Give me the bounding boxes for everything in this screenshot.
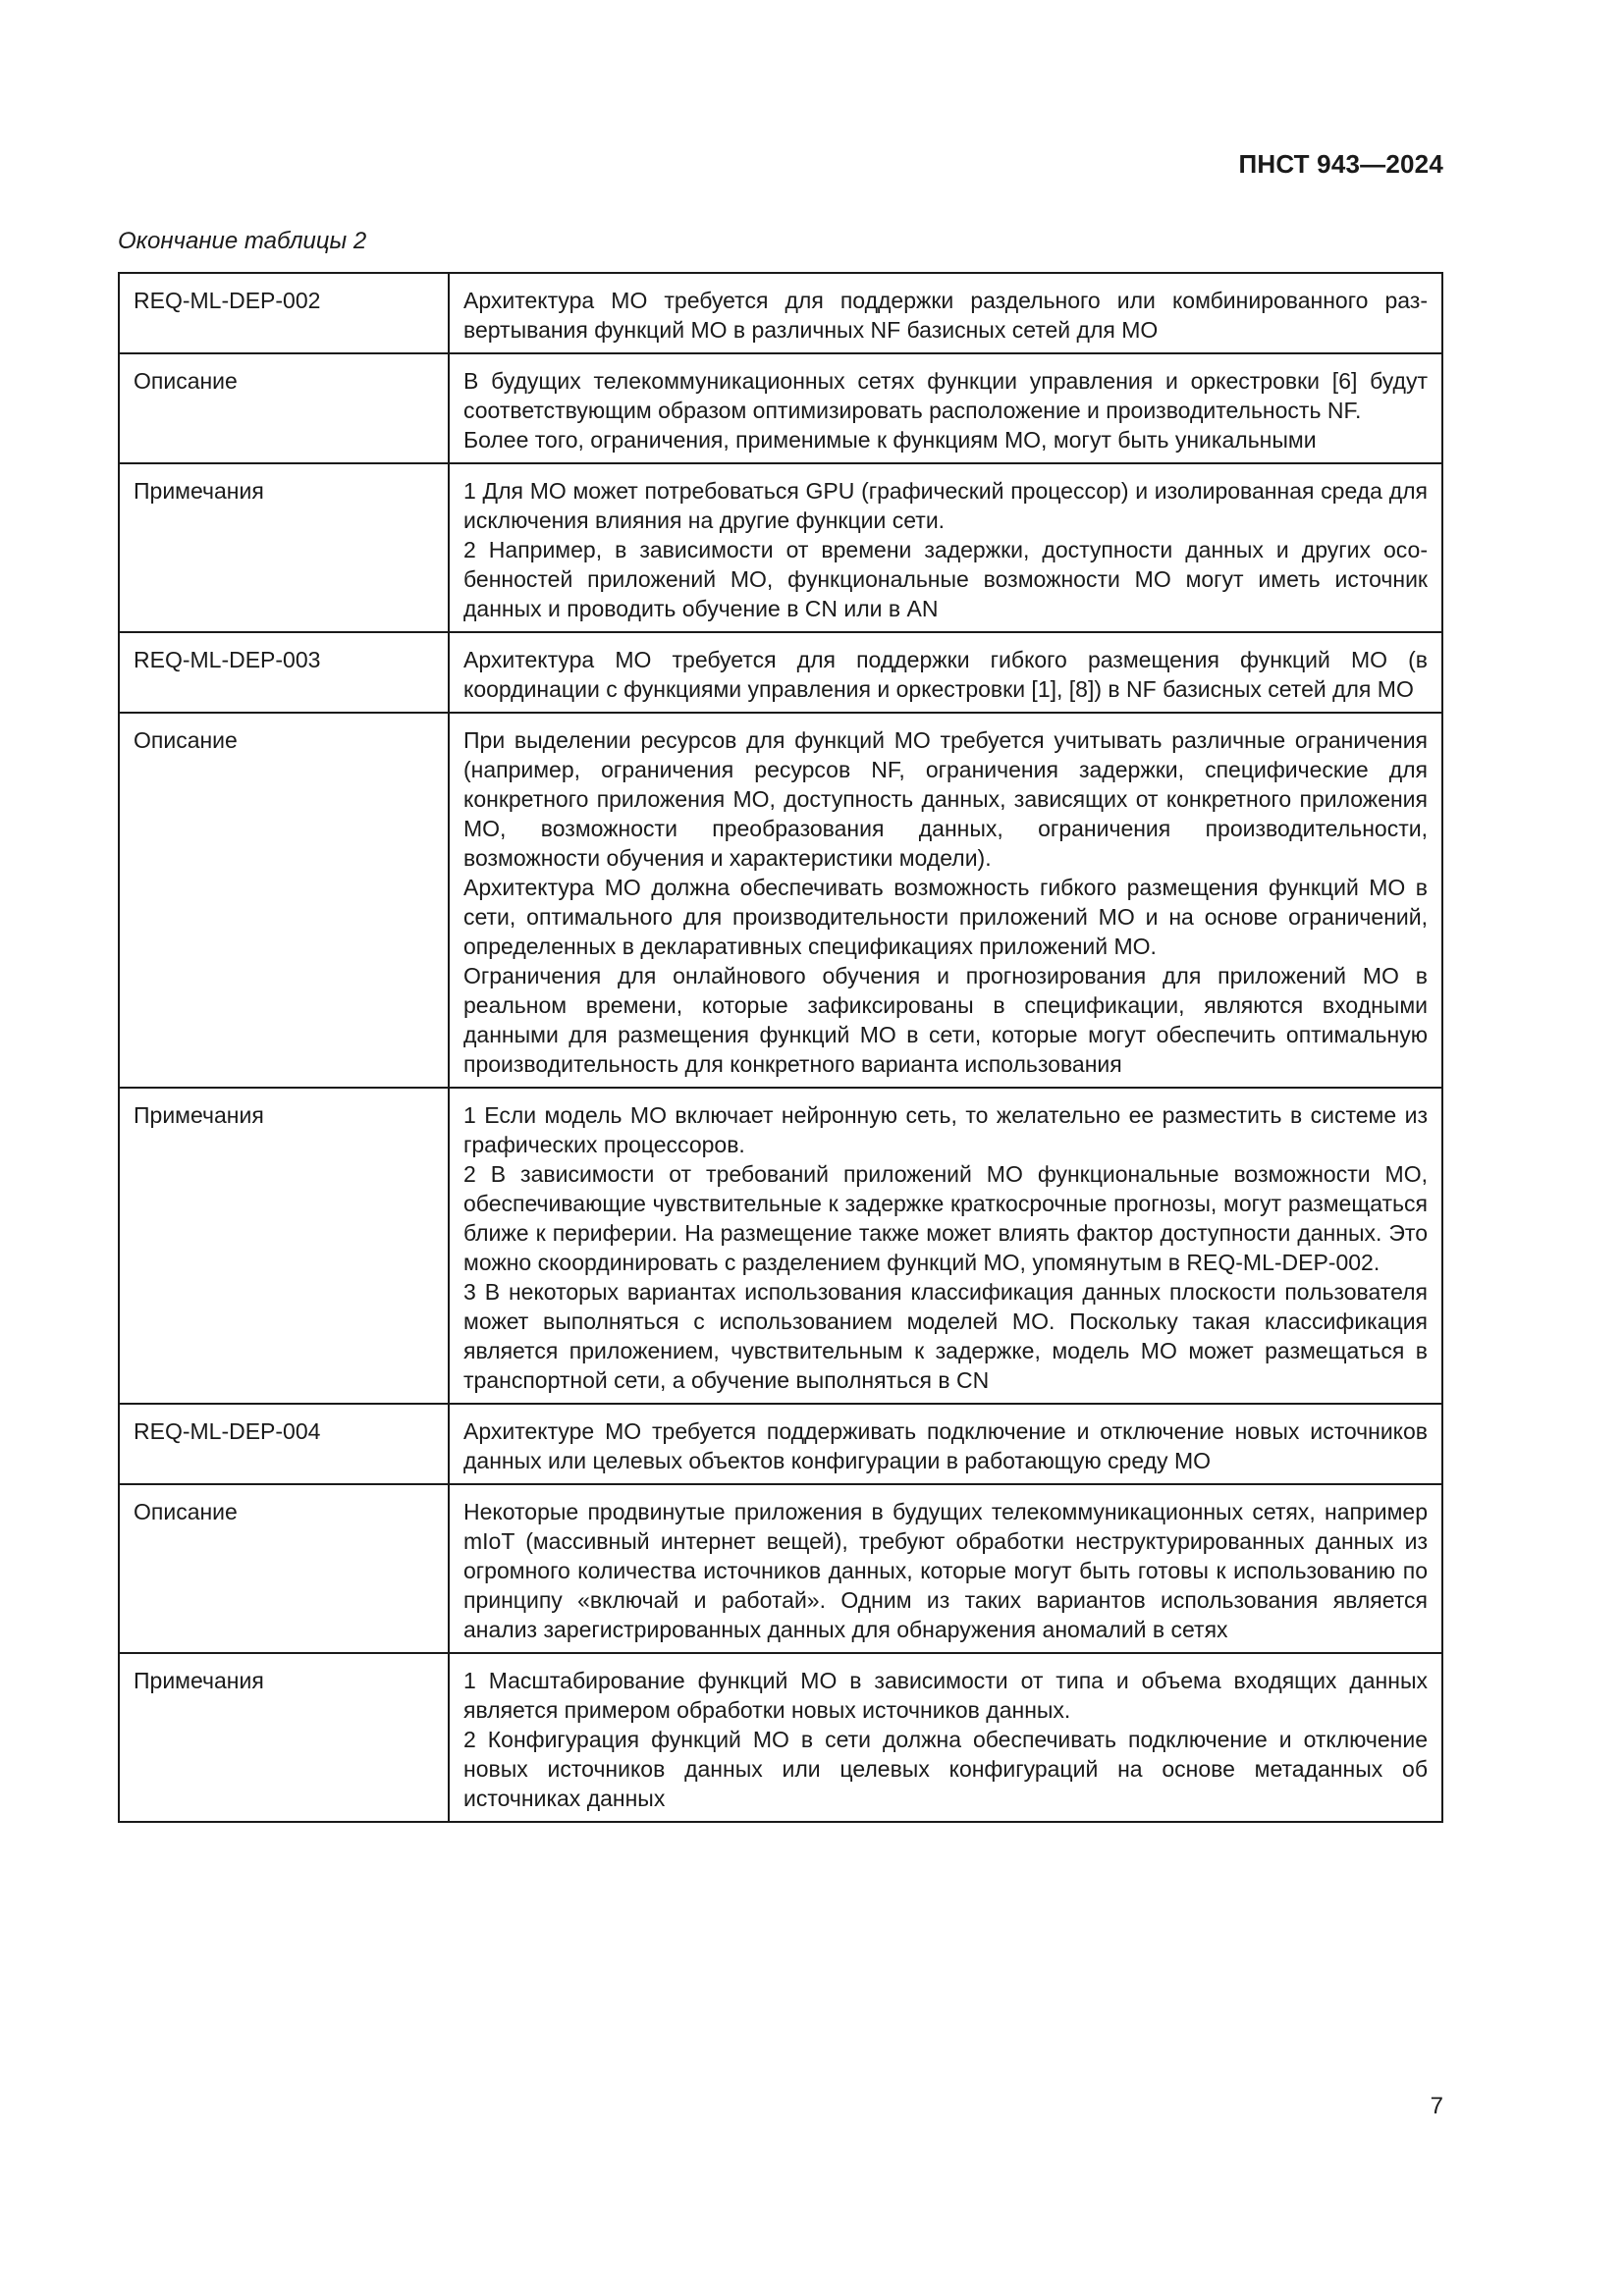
cell-paragraph: 1 Для МО может потребоваться GPU (графический процессор) и изолированная среда для исключения влияния на другие функции сети. bbox=[463, 478, 1428, 533]
cell-paragraph: Архитектура МО должна обеспечивать возможность гибкого размещения функций МО в сети, оптимального для производительности приложений МО и на основе ограничений, определенных в декларативных спецификациях приложений МО. bbox=[463, 875, 1428, 959]
requirements-table-body bbox=[119, 273, 1442, 1822]
table-row bbox=[119, 713, 1442, 1088]
row-key-cell: Примечания bbox=[119, 1653, 449, 1822]
row-key-cell: Описание bbox=[119, 1484, 449, 1653]
cell-paragraph: 2 Конфигурация функций МО в сети должна обеспечивать подключение и отключение новых источников данных или целевых конфигураций на основе метаданных об источниках данных bbox=[463, 1727, 1428, 1811]
cell-paragraph: Более того, ограничения, применимые к функциям МО, могут быть уникальными bbox=[463, 427, 1317, 453]
row-value-cell bbox=[449, 1088, 1442, 1404]
cell-paragraph: 3 В некоторых вариантах использования классификация данных плоскости пользователя может выполняться с использованием моделей МО. Поскольку такая классификация является приложением, чувствительным к задержке, модель МО может размещаться в транспортной сети, а обучение выполняться в CN bbox=[463, 1279, 1428, 1393]
cell-paragraph: 1 Масштабирование функций МО в зависимости от типа и объема входящих данных является примером обработки новых источников данных. bbox=[463, 1668, 1428, 1723]
row-value-cell bbox=[449, 1653, 1442, 1822]
row-key-cell: Примечания bbox=[119, 1088, 449, 1404]
row-value-cell bbox=[449, 1404, 1442, 1484]
table-row bbox=[119, 1653, 1442, 1822]
table-row bbox=[119, 1088, 1442, 1404]
row-key-cell: REQ-ML-DEP-003 bbox=[119, 632, 449, 713]
cell-paragraph: Архитектура МО требуется для поддержки гибкого размещения функций МО (в координации с функциями управления и оркестровки [1], [8]) в NF базисных сетей для МО bbox=[463, 647, 1428, 702]
document-code: ПНСТ 943—2024 bbox=[1238, 149, 1443, 179]
cell-paragraph: 2 В зависимости от требований приложений МО функциональные возможности МО, обеспечивающие чувствительные к задержке краткосрочные прогнозы, могут размещаться ближе к периферии. На размещение также может влиять фактор доступности данных. Это можно скоординировать с разделением функций МО, упомянутым в REQ-ML-DEP-002. bbox=[463, 1161, 1428, 1275]
row-value-cell bbox=[449, 273, 1442, 353]
cell-paragraph: 2 Например, в зависимости от времени задержки, доступности данных и других особенностей приложений МО, функциональные возможности МО могут иметь источник данных и проводить обучение в CN или в AN bbox=[463, 537, 1428, 621]
row-key-cell: Описание bbox=[119, 713, 449, 1088]
cell-paragraph: Архитектура МО требуется для поддержки раздельного или комбинированного развертывания функций МО в различных NF базисных сетей для МО bbox=[463, 288, 1428, 343]
row-value-cell bbox=[449, 713, 1442, 1088]
row-key-cell: REQ-ML-DEP-002 bbox=[119, 273, 449, 353]
table-row bbox=[119, 273, 1442, 353]
cell-paragraph: Некоторые продвинутые приложения в будущих телекоммуникационных сетях, например mIoT (массивный интернет вещей), требуют обработки неструктурированных данных из огромного количества источников данных, которые могут быть готовы к использованию по принципу «включай и работай». Одним из таких вариантов использования является анализ зарегистрированных данных для обнаружения аномалий в сетях bbox=[463, 1499, 1428, 1642]
cell-paragraph: При выделении ресурсов для функций МО требуется учитывать различные ограничения (например, ограничения ресурсов NF, ограничения задержки, специфические для конкретного приложения МО, доступность данных, зависящих от конкретного приложения МО, возможности преобразования данных, ограничения производительности, возможности обучения и характеристики модели). bbox=[463, 727, 1428, 871]
row-value-cell bbox=[449, 632, 1442, 713]
table-row bbox=[119, 1404, 1442, 1484]
cell-paragraph: Ограничения для онлайнового обучения и прогнозирования для приложений МО в реальном времени, которые зафиксированы в спецификации, являются входными данными для размещения функций МО в сети, которые могут обеспечить оптимальную производительность для конкретного варианта использования bbox=[463, 963, 1428, 1077]
cell-paragraph: Архитектуре МО требуется поддерживать подключение и отключение новых источников данных или целевых объектов конфигурации в работающую среду МО bbox=[463, 1418, 1428, 1473]
cell-paragraph: 1 Если модель МО включает нейронную сеть, то желательно ее разместить в системе из графических процессоров. bbox=[463, 1102, 1428, 1157]
page-number: 7 bbox=[1430, 2093, 1443, 2119]
table-row bbox=[119, 353, 1442, 463]
row-key-cell: Описание bbox=[119, 353, 449, 463]
row-value-cell bbox=[449, 463, 1442, 632]
table-caption: Окончание таблицы 2 bbox=[118, 228, 367, 254]
table-row bbox=[119, 463, 1442, 632]
table-row bbox=[119, 1484, 1442, 1653]
row-key-cell: REQ-ML-DEP-004 bbox=[119, 1404, 449, 1484]
row-key-cell: Примечания bbox=[119, 463, 449, 632]
row-value-cell bbox=[449, 1484, 1442, 1653]
table-row bbox=[119, 632, 1442, 713]
cell-paragraph: В будущих телекоммуникационных сетях функции управления и оркестровки [6] будут соответствующим образом оптимизировать расположение и производительность NF. bbox=[463, 368, 1428, 423]
requirements-table bbox=[118, 272, 1443, 1823]
row-value-cell bbox=[449, 353, 1442, 463]
